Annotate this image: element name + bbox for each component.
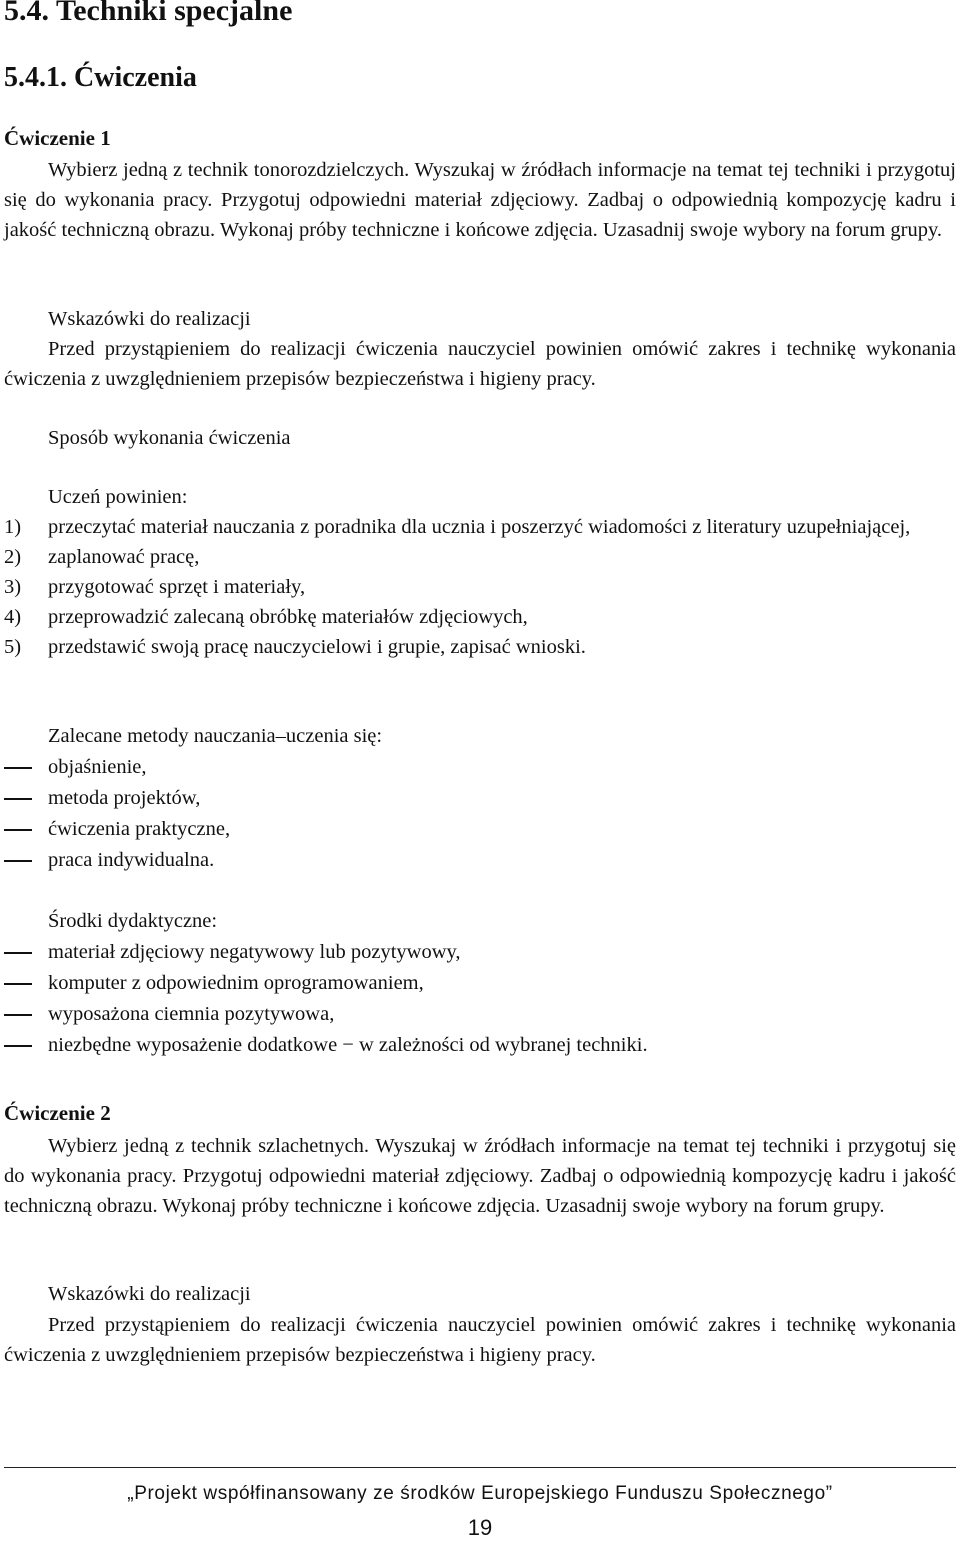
footer-divider	[4, 1467, 956, 1468]
aid-text: komputer z odpowiednim oprogramowaniem,	[48, 972, 424, 994]
exercise-1-text: Wybierz jedną z technik tonorozdzielczych. Wyszukaj w źródłach informacje na temat tej techniki i przygotuj się do wykonania pracy. Przygotuj odpowiedni materiał zdjęciowy. Zadbaj o odpowiednią kompozycję kadru i jakość techniczną obrazu. Wykonaj próby techniczne i końcowe zdjęcia. Uzasadnij swoje wybory na forum grupy.	[4, 159, 956, 241]
method-text: ćwiczenia praktyczne,	[48, 818, 231, 840]
aid-text: niezbędne wyposażenie dodatkowe − w zależności od wybranej techniki.	[48, 1034, 648, 1056]
step-number: 1)	[4, 516, 22, 538]
list-item	[4, 937, 956, 968]
list-item	[4, 814, 956, 845]
step-text: przygotować sprzęt i materiały,	[48, 576, 306, 598]
aid-text: wyposażona ciemnia pozytywowa,	[48, 1003, 335, 1025]
exercise-1-methods-heading: Zalecane metody nauczania–uczenia się:	[48, 725, 383, 747]
aid-text: materiał zdjęciowy negatywowy lub pozytywowy,	[48, 941, 461, 963]
list-item	[4, 602, 956, 632]
dash-bullet-icon	[4, 860, 32, 862]
step-number: 3)	[4, 576, 22, 598]
exercise-1-steps-list	[4, 512, 956, 662]
exercise-2-hints-text: Przed przystąpieniem do realizacji ćwiczenia nauczyciel powinien omówić zakres i technikę wykonania ćwiczenia z uwzględnieniem przepisów bezpieczeństwa i higieny pracy.	[4, 1314, 956, 1366]
dash-bullet-icon	[4, 952, 32, 954]
list-item	[4, 1030, 956, 1061]
list-item	[4, 999, 956, 1030]
exercise-2-text: Wybierz jedną z technik szlachetnych. Wyszukaj w źródłach informacje na temat tej techniki i przygotuj się do wykonania pracy. Przygotuj odpowiedni materiał zdjęciowy. Zadbaj o odpowiednią kompozycję kadru i jakość techniczną obrazu. Wykonaj próby techniczne i końcowe zdjęcia. Uzasadnij swoje wybory na forum grupy.	[4, 1135, 956, 1217]
exercise-1-aids-heading: Środki dydaktyczne:	[48, 910, 218, 932]
list-item	[4, 542, 956, 572]
dash-bullet-icon	[4, 1014, 32, 1016]
footer-project-note: „Projekt współfinansowany ze środków Europejskiego Funduszu Społecznego”	[127, 1483, 833, 1504]
method-text: objaśnienie,	[48, 756, 147, 778]
list-item	[4, 512, 956, 542]
exercise-1-title: Ćwiczenie 1	[4, 126, 111, 150]
step-text: zaplanować pracę,	[48, 546, 200, 568]
dash-bullet-icon	[4, 767, 32, 769]
exercise-2-hints-heading: Wskazówki do realizacji	[48, 1283, 251, 1305]
exercise-1-hints-text: Przed przystąpieniem do realizacji ćwiczenia nauczyciel powinien omówić zakres i technikę wykonania ćwiczenia z uwzględnieniem przepisów bezpieczeństwa i higieny pracy.	[4, 338, 956, 390]
list-item	[4, 968, 956, 999]
list-item	[4, 845, 956, 876]
exercise-1-methods-list	[4, 752, 956, 876]
step-text: przeczytać materiał nauczania z poradnika dla ucznia i poszerzyć wiadomości z literatury uzupełniającej,	[48, 516, 911, 538]
step-text: przeprowadzić zalecaną obróbkę materiałów zdjęciowych,	[48, 606, 528, 628]
method-text: praca indywidualna.	[48, 849, 215, 871]
subsection-title: 5.4.1. Ćwiczenia	[4, 62, 197, 93]
list-item	[4, 572, 956, 602]
exercise-1-hints-heading: Wskazówki do realizacji	[48, 308, 251, 330]
step-number: 5)	[4, 636, 22, 658]
exercise-1-method-heading: Sposób wykonania ćwiczenia	[48, 427, 291, 449]
exercise-1-student-heading: Uczeń powinien:	[48, 486, 188, 508]
dash-bullet-icon	[4, 829, 32, 831]
step-number: 4)	[4, 606, 22, 628]
page-number: 19	[467, 1515, 493, 1540]
list-item	[4, 752, 956, 783]
method-text: metoda projektów,	[48, 787, 201, 809]
dash-bullet-icon	[4, 798, 32, 800]
step-number: 2)	[4, 546, 22, 568]
list-item	[4, 783, 956, 814]
list-item	[4, 632, 956, 662]
dash-bullet-icon	[4, 983, 32, 985]
section-title: 5.4. Techniki specjalne	[4, 0, 293, 27]
exercise-2-title: Ćwiczenie 2	[4, 1101, 111, 1125]
dash-bullet-icon	[4, 1045, 32, 1047]
exercise-1-aids-list	[4, 937, 956, 1061]
step-text: przedstawić swoją pracę nauczycielowi i grupie, zapisać wnioski.	[48, 636, 586, 658]
